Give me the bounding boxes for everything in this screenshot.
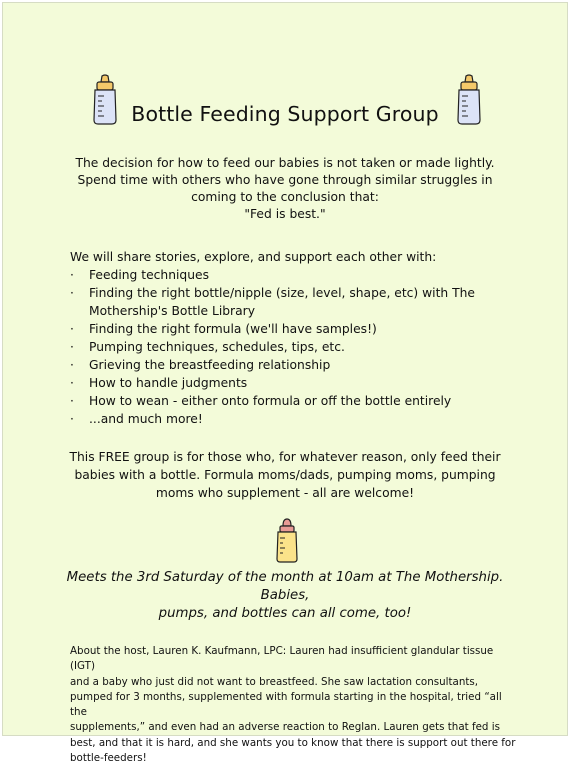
- bullet-marker: ·: [70, 286, 74, 300]
- list-item: · Grieving the breastfeeding relationship: [70, 358, 331, 372]
- bullet-marker: ·: [70, 394, 74, 408]
- milk-bottle-icon: [274, 518, 300, 568]
- free-line: babies with a bottle. Formula moms/dads, pumping moms, pumping: [74, 468, 496, 482]
- meeting-line: pumps, and bottles can all come, too!: [158, 606, 412, 621]
- list-item: · How to handle judgments: [70, 376, 248, 390]
- intro-paragraph: [63, 155, 507, 223]
- meeting-line: Meets the 3rd Saturday of the month at 10am at The Mothership. Babies,: [66, 570, 504, 603]
- bullet-marker: ·: [70, 268, 74, 282]
- fed-is-best-quote: "Fed is best.": [244, 207, 326, 221]
- intro-line: Spend time with others who have gone through similar struggles in: [77, 173, 493, 187]
- list-item-continuation: Mothership's Bottle Library: [89, 304, 255, 318]
- free-line: moms who supplement - all are welcome!: [155, 486, 415, 500]
- host-bio: [70, 644, 518, 766]
- host-line: bottle-feeders!: [70, 752, 147, 765]
- free-line: This FREE group is for those who, for whatever reason, only feed their: [69, 450, 501, 464]
- bullet-marker: ·: [70, 322, 74, 336]
- list-item: · How to wean - either onto formula or off the bottle entirely: [70, 394, 452, 408]
- list-item: · Pumping techniques, schedules, tips, etc.: [70, 340, 345, 354]
- bullet-marker: ·: [70, 376, 74, 390]
- host-line: pumped for 3 months, supplemented with formula starting in the hospital, tried “all the: [70, 690, 502, 719]
- topics-list: [70, 266, 490, 428]
- list-item: · Finding the right bottle/nipple (size, level, shape, etc) with The: [70, 286, 475, 300]
- share-section: [70, 248, 490, 428]
- list-item: · ...and much more!: [70, 412, 203, 426]
- page-title: Bottle Feeding Support Group: [131, 102, 439, 126]
- baby-bottle-icon: [453, 74, 485, 130]
- host-line: supplements,” and even had an adverse reaction to Reglan. Lauren gets that fed is: [70, 721, 500, 734]
- host-line: and a baby who just did not want to breastfeed. She saw lactation consultants,: [70, 675, 479, 688]
- share-heading: We will share stories, explore, and support each other with:: [70, 250, 437, 264]
- free-group-paragraph: [63, 448, 507, 502]
- meeting-info: [43, 569, 527, 623]
- host-line: About the host, Lauren K. Kaufmann, LPC: Lauren had insufficient glandular tissue (IGT): [70, 645, 494, 673]
- bullet-marker: ·: [70, 358, 74, 372]
- flyer-page: [2, 2, 568, 765]
- intro-line: The decision for how to feed our babies is not taken or made lightly.: [75, 156, 495, 170]
- intro-line: coming to the conclusion that:: [191, 190, 379, 204]
- bullet-marker: ·: [70, 412, 74, 426]
- bullet-marker: ·: [70, 340, 74, 354]
- list-item: · Finding the right formula (we'll have samples!): [70, 322, 377, 336]
- host-line: best, and that it is hard, and she wants you to know that there is support out there for: [70, 736, 516, 749]
- list-item: · Feeding techniques: [70, 268, 209, 282]
